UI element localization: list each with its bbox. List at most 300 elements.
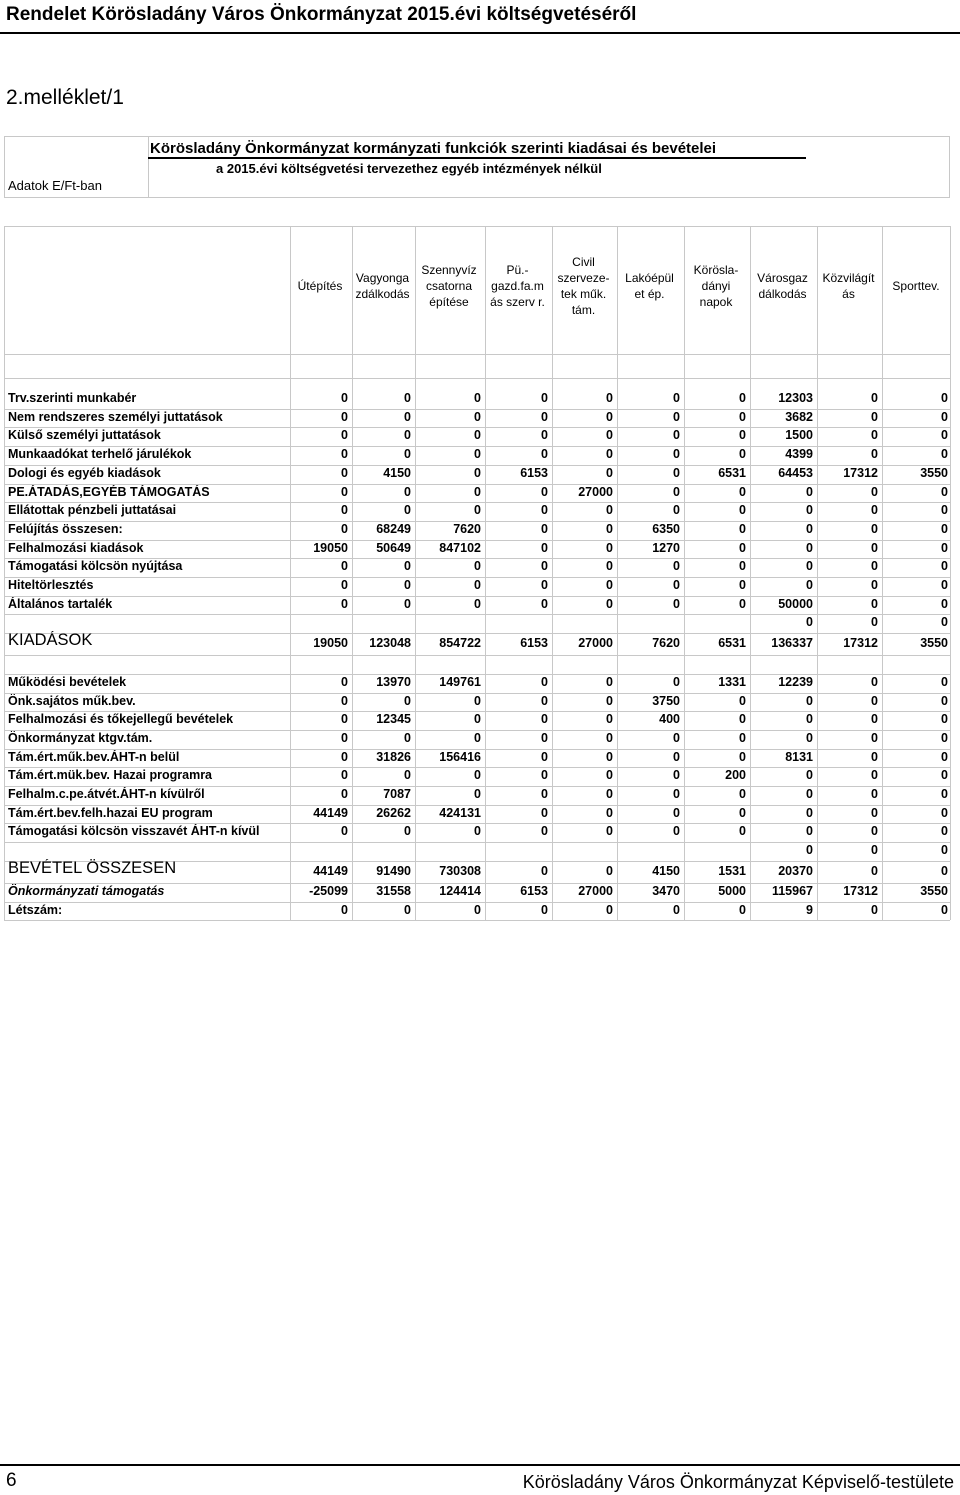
row-label: Önk.sajátos műk.bev. (8, 693, 136, 708)
table-cell: 0 (404, 428, 411, 443)
row-label: Trv.szerinti munkabér (8, 391, 137, 405)
table-cell: 0 (739, 596, 746, 611)
table-cell: 0 (404, 902, 411, 917)
table-cell: 0 (739, 712, 746, 727)
table-cell: 0 (541, 559, 548, 574)
table-cell: 0 (606, 559, 613, 574)
row-label: Tám.ért.műk.bev.ÁHT-n belül (8, 749, 180, 764)
table-cell: 27000 (578, 636, 613, 651)
table-row (6, 786, 950, 805)
table-cell: 0 (606, 768, 613, 783)
row-label: KIADÁSOK (8, 631, 93, 650)
table-cell: 0 (606, 521, 613, 536)
column-header-line: Körösla- (693, 262, 739, 277)
table-cell: 0 (871, 596, 878, 611)
table-cell: 200 (725, 768, 746, 783)
table-cell: 0 (673, 428, 680, 443)
table-cell: 0 (739, 540, 746, 555)
table-row (6, 902, 950, 921)
table-cell: 0 (404, 693, 411, 708)
document-header-title: Rendelet Körösladány Város Önkormányzat 2015.évi költségvetéséről (6, 4, 637, 25)
table-cell: 3550 (920, 465, 948, 480)
table-cell: 0 (404, 391, 411, 405)
table-cell: 0 (806, 615, 813, 630)
row-label: Felújítás összesen: (8, 521, 123, 536)
table-cell: 0 (341, 596, 348, 611)
table-cell: 400 (659, 712, 680, 727)
table-cell: 64453 (778, 465, 813, 480)
table-cell: 0 (941, 787, 948, 801)
table-cell: 12303 (778, 391, 813, 405)
table-cell: 0 (541, 484, 548, 499)
table-row (6, 427, 950, 446)
table-cell: 0 (739, 391, 746, 405)
table-cell: 4150 (652, 863, 680, 878)
table-cell: 0 (941, 391, 948, 405)
table-row (6, 674, 950, 693)
header-rule (0, 32, 960, 34)
table-cell: 0 (739, 824, 746, 839)
column-header-line: zdálkodás (355, 287, 410, 301)
table-cell: 0 (941, 824, 948, 839)
table-row (6, 596, 950, 615)
table-cell: 0 (871, 805, 878, 820)
table-cell: 0 (871, 391, 878, 405)
table-cell: 0 (541, 503, 548, 518)
table-cell: 4150 (383, 465, 411, 480)
table-cell: 0 (541, 768, 548, 783)
table-row (6, 540, 950, 559)
table-cell: 44149 (313, 863, 348, 878)
table-cell: 0 (739, 521, 746, 536)
row-label: Létszám: (8, 902, 63, 917)
table-cell: 6153 (520, 636, 548, 651)
grid-line-horizontal (4, 378, 950, 379)
table-cell: 0 (806, 540, 813, 555)
table-cell: 0 (806, 805, 813, 820)
table-subtitle: a 2015.évi költségvetési tervezethez egyéb intézmények nélkül (216, 161, 602, 176)
table-row (6, 749, 950, 768)
table-cell: 0 (541, 824, 548, 839)
table-cell: 0 (673, 902, 680, 917)
table-cell: 0 (341, 465, 348, 480)
table-cell: 0 (541, 540, 548, 555)
table-cell: 0 (871, 768, 878, 783)
table-cell: 136337 (771, 636, 813, 651)
table-cell: 0 (941, 843, 948, 858)
table-cell: 3470 (652, 883, 680, 898)
table-cell: 0 (739, 428, 746, 443)
table-row (6, 711, 950, 730)
table-cell: 20370 (778, 863, 813, 878)
row-label: Általános tartalék (8, 596, 113, 611)
table-cell: 0 (871, 843, 878, 858)
table-cell: 3550 (920, 636, 948, 651)
table-title-rule (148, 157, 806, 159)
table-cell: 0 (541, 521, 548, 536)
table-cell: 0 (871, 787, 878, 801)
table-cell: 6531 (718, 465, 746, 480)
table-cell: 4399 (785, 447, 813, 462)
table-cell: 0 (404, 824, 411, 839)
table-cell: 19050 (313, 636, 348, 651)
table-cell: 0 (606, 447, 613, 462)
row-label: Támogatási kölcsön visszavét ÁHT-n kívül (8, 824, 260, 839)
table-cell: 0 (871, 730, 878, 745)
table-cell: 0 (673, 824, 680, 839)
table-cell: 0 (739, 409, 746, 424)
table-cell: 0 (541, 730, 548, 745)
table-cell: 44149 (313, 805, 348, 820)
table-cell: 0 (806, 730, 813, 745)
column-header-line: szerveze- (557, 270, 610, 285)
table-cell: 0 (606, 749, 613, 764)
table-cell: 0 (941, 409, 948, 424)
table-cell: 0 (474, 428, 481, 443)
table-cell: 0 (606, 428, 613, 443)
table-cell: 19050 (313, 540, 348, 555)
table-cell: 0 (806, 578, 813, 592)
column-header (290, 240, 350, 332)
table-cell: 0 (541, 578, 548, 592)
table-cell: 0 (806, 787, 813, 801)
table-row (6, 633, 950, 655)
table-cell: 0 (341, 428, 348, 443)
table-cell: 0 (941, 749, 948, 764)
table-cell: 0 (941, 615, 948, 630)
row-label: Ellátottak pénzbeli juttatásai (8, 503, 177, 518)
table-cell: 0 (941, 521, 948, 536)
table-cell: 0 (941, 559, 948, 574)
table-cell: 0 (673, 805, 680, 820)
table-cell: 0 (673, 730, 680, 745)
row-separator (4, 920, 950, 921)
footer-institution: Körösladány Város Önkormányzat Képviselő-testülete (522, 1472, 954, 1492)
table-row (6, 465, 950, 484)
table-row (6, 446, 950, 465)
table-cell: 0 (806, 824, 813, 839)
table-cell: 0 (541, 805, 548, 820)
table-cell: 0 (739, 503, 746, 518)
table-cell: 0 (341, 749, 348, 764)
table-cell: 149761 (439, 674, 481, 689)
column-header-line: tek műk. (560, 287, 607, 301)
grid-line-vertical (950, 226, 951, 920)
table-cell: 0 (404, 596, 411, 611)
table-cell: 0 (941, 902, 948, 917)
column-header-line: Sporttev. (892, 278, 940, 293)
table-cell: 0 (871, 824, 878, 839)
table-cell: 0 (474, 693, 481, 708)
grid-line-horizontal (4, 354, 950, 355)
table-row (6, 655, 950, 674)
footer-rule (0, 1464, 960, 1466)
title-box-divider (148, 136, 149, 197)
table-cell: 0 (541, 428, 548, 443)
table-cell: 0 (806, 693, 813, 708)
column-header-line: Szennyvíz (421, 262, 477, 277)
table-cell: 0 (673, 768, 680, 783)
table-cell: 0 (474, 730, 481, 745)
table-cell: 0 (941, 596, 948, 611)
table-cell: 0 (606, 693, 613, 708)
table-row (6, 805, 950, 824)
table-row (6, 823, 950, 842)
table-cell: 0 (806, 712, 813, 727)
table-cell: 0 (606, 540, 613, 555)
table-cell: 0 (404, 503, 411, 518)
table-cell: 3682 (785, 409, 813, 424)
table-row (6, 390, 950, 409)
table-cell: 9 (806, 902, 813, 917)
table-cell: 0 (739, 749, 746, 764)
row-label: BEVÉTEL ÖSSZESEN (8, 858, 177, 877)
table-cell: 0 (871, 615, 878, 630)
table-cell: 0 (541, 693, 548, 708)
table-cell: 0 (474, 391, 481, 405)
table-cell: 3550 (920, 883, 948, 898)
table-cell: 13970 (376, 674, 411, 689)
table-cell: 0 (673, 409, 680, 424)
table-cell: 115967 (771, 883, 813, 898)
table-cell: 0 (871, 863, 878, 878)
table-row (6, 693, 950, 712)
table-cell: 124414 (439, 883, 481, 898)
table-cell: 0 (541, 391, 548, 405)
table-cell: 50000 (778, 596, 813, 611)
column-header-line: ás szerv r. (490, 295, 545, 310)
table-cell: 0 (941, 693, 948, 708)
table-cell: 0 (606, 730, 613, 745)
table-cell: 0 (606, 787, 613, 801)
table-cell: 8131 (785, 749, 813, 764)
table-row (6, 484, 950, 503)
table-cell: 0 (404, 578, 411, 592)
table-cell: 0 (541, 674, 548, 689)
table-cell: 854722 (439, 636, 481, 651)
table-cell: 0 (941, 447, 948, 462)
table-cell: 0 (739, 447, 746, 462)
table-cell: 0 (941, 428, 948, 443)
table-cell: 0 (541, 863, 548, 878)
table-cell: 0 (871, 578, 878, 592)
table-cell: 424131 (439, 805, 481, 820)
table-cell: 1531 (718, 863, 746, 878)
grid-line-vertical (4, 226, 5, 920)
table-cell: 0 (341, 693, 348, 708)
table-cell: 0 (871, 674, 878, 689)
column-header-line: dányi (701, 278, 731, 293)
table-cell: 0 (941, 805, 948, 820)
table-cell: 0 (341, 674, 348, 689)
table-cell: 31558 (376, 883, 411, 898)
table-cell: 0 (739, 787, 746, 801)
table-cell: 0 (341, 824, 348, 839)
table-cell: 0 (606, 863, 613, 878)
table-cell: 7620 (652, 636, 680, 651)
column-header-line: Útépítés (297, 278, 343, 293)
row-label: PE.ÁTADÁS,EGYÉB TÁMOGATÁS (8, 484, 210, 499)
table-cell: 0 (474, 484, 481, 499)
table-cell: 0 (871, 428, 878, 443)
table-cell: 27000 (578, 484, 613, 499)
table-cell: 0 (941, 540, 948, 555)
table-cell: 0 (673, 578, 680, 592)
table-cell: 0 (474, 787, 481, 801)
table-cell: 0 (806, 484, 813, 499)
table-cell: 0 (673, 391, 680, 405)
table-cell: 0 (871, 712, 878, 727)
table-cell: 0 (541, 596, 548, 611)
table-cell: 0 (404, 447, 411, 462)
row-label: Önkormányzat ktgv.tám. (8, 730, 153, 745)
table-title: Körösladány Önkormányzat kormányzati funkciók szerinti kiadásai és bevételei (150, 140, 717, 157)
table-cell: 0 (606, 578, 613, 592)
table-cell: 0 (941, 712, 948, 727)
annex-label: 2.melléklet/1 (6, 86, 124, 109)
table-cell: 7087 (383, 787, 411, 801)
table-cell: 0 (474, 824, 481, 839)
table-cell: 1500 (785, 428, 813, 443)
table-cell: 0 (871, 559, 878, 574)
table-cell: 0 (341, 730, 348, 745)
table-cell: 6531 (718, 636, 746, 651)
table-cell: 0 (739, 693, 746, 708)
table-cell: 0 (673, 484, 680, 499)
table-cell: 0 (871, 749, 878, 764)
table-cell: 0 (871, 503, 878, 518)
table-cell: 6153 (520, 883, 548, 898)
table-cell: 0 (806, 768, 813, 783)
column-header-line: dálkodás (758, 287, 807, 301)
table-cell: 0 (606, 391, 613, 405)
column-header (415, 240, 483, 332)
table-cell: 0 (673, 465, 680, 480)
table-cell: 0 (404, 409, 411, 424)
table-cell: 1270 (652, 540, 680, 555)
table-cell: 0 (941, 730, 948, 745)
page-number: 6 (6, 1470, 17, 1491)
table-cell: 0 (474, 409, 481, 424)
table-cell: 68249 (376, 521, 411, 536)
table-cell: 0 (341, 787, 348, 801)
table-cell: 0 (606, 596, 613, 611)
column-header (882, 240, 950, 332)
table-cell: 0 (739, 902, 746, 917)
table-cell: 0 (941, 863, 948, 878)
row-label: Felhalm.c.pe.átvét.ÁHT-n kívülről (8, 787, 205, 801)
table-cell: 0 (404, 768, 411, 783)
table-cell: 0 (806, 503, 813, 518)
table-cell: 0 (739, 730, 746, 745)
column-header-line: et ép. (634, 287, 665, 301)
table-cell: 0 (541, 902, 548, 917)
row-label: Támogatási kölcsön nyújtása (8, 559, 183, 574)
table-cell: 31826 (376, 749, 411, 764)
table-cell: 0 (474, 712, 481, 727)
table-cell: 0 (871, 693, 878, 708)
table-cell: 0 (606, 805, 613, 820)
column-header-line: Közvilágít (822, 270, 875, 285)
table-cell: 26262 (376, 805, 411, 820)
row-label: Munkaadókat terhelő járulékok (8, 447, 192, 462)
table-cell: 1331 (718, 674, 746, 689)
table-cell: 0 (871, 484, 878, 499)
table-cell: 0 (673, 596, 680, 611)
table-cell: 0 (673, 749, 680, 764)
column-header-line: Civil (572, 254, 595, 269)
column-header-line: gazd.fa.m (491, 278, 544, 293)
row-label: Nem rendszeres személyi juttatások (8, 409, 223, 424)
table-cell: 0 (541, 749, 548, 764)
table-cell: 0 (341, 447, 348, 462)
table-cell: 0 (404, 559, 411, 574)
table-cell: 12239 (778, 674, 813, 689)
row-label: Tám.ért.mük.bev. Hazai programra (8, 768, 213, 783)
table-cell: 847102 (439, 540, 481, 555)
column-header (485, 240, 550, 332)
table-cell: 0 (341, 521, 348, 536)
table-cell: 0 (806, 521, 813, 536)
table-cell: 0 (739, 559, 746, 574)
column-header-line: Vagyonga (355, 270, 410, 285)
table-cell: 0 (673, 559, 680, 574)
table-cell: 156416 (439, 749, 481, 764)
table-cell: 0 (806, 559, 813, 574)
table-cell: 0 (404, 730, 411, 745)
table-cell: 0 (673, 787, 680, 801)
table-cell: 0 (871, 409, 878, 424)
row-label: Önkormányzati támogatás (8, 883, 165, 898)
table-cell: 0 (474, 559, 481, 574)
table-cell: 0 (673, 674, 680, 689)
table-cell: 0 (941, 578, 948, 592)
table-cell: 12345 (376, 712, 411, 727)
column-header (617, 240, 682, 332)
column-header-line: tám. (571, 303, 596, 318)
table-cell: 0 (806, 843, 813, 858)
table-cell: 0 (541, 787, 548, 801)
table-cell: 0 (341, 559, 348, 574)
column-header-line: csatorna (425, 278, 472, 293)
table-cell: 0 (941, 674, 948, 689)
table-row (6, 409, 950, 428)
table-cell: 0 (541, 712, 548, 727)
unit-label: Adatok E/Ft-ban (8, 178, 102, 193)
column-header-line: Pü.- (506, 262, 529, 277)
table-cell: 6153 (520, 465, 548, 480)
table-cell: 0 (871, 521, 878, 536)
table-cell: 7620 (453, 521, 481, 536)
table-cell: 0 (341, 768, 348, 783)
table-cell: 0 (673, 447, 680, 462)
table-row (6, 521, 950, 540)
table-cell: -25099 (309, 883, 348, 898)
table-cell: 27000 (578, 883, 613, 898)
table-cell: 0 (871, 902, 878, 917)
table-cell: 5000 (718, 883, 746, 898)
table-cell: 0 (341, 391, 348, 405)
table-cell: 3750 (652, 693, 680, 708)
table-cell: 0 (606, 409, 613, 424)
grid-line-horizontal (4, 226, 950, 227)
table-cell: 0 (341, 578, 348, 592)
table-cell: 0 (474, 768, 481, 783)
table-cell: 50649 (376, 540, 411, 555)
table-cell: 0 (673, 503, 680, 518)
table-cell: 0 (871, 540, 878, 555)
column-header-line: Városgaz (757, 270, 808, 285)
